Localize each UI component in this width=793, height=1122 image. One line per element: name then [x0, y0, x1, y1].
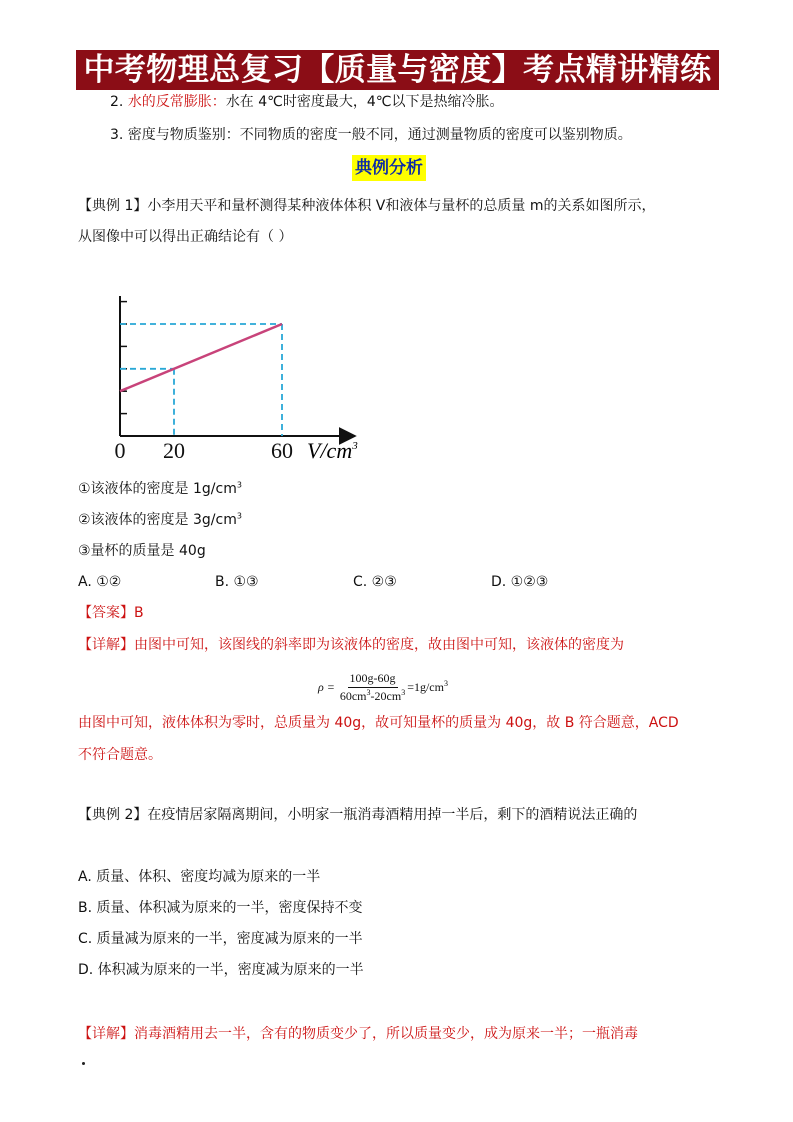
formula-denominator: $60cm^3-20cm^3$ [339, 687, 406, 703]
example2-option-a: A. 质量、体积、密度均减为原来的一半 [78, 869, 321, 885]
x-tick-label: 20 [163, 438, 185, 463]
example2-option-b: B. 质量、体积减为原来的一半，密度保持不变 [78, 900, 363, 916]
point-3: 3. 密度与物质鉴别：不同物质的密度一般不同，通过测量物质的密度可以鉴别物质。 [110, 127, 632, 143]
section-title: 典例分析 [352, 155, 426, 181]
density-formula [318, 670, 448, 704]
example2-stem: 【典例 2】在疫情居家隔离期间，小明家一瓶消毒酒精用掉一半后，剩下的酒精说法正确的 [78, 807, 638, 823]
x-axis-label: $V/cm^3$ [307, 438, 358, 463]
example2-explanation: 【详解】消毒酒精用去一半，含有的物质变少了，所以质量变少，成为原来一半；一瓶消毒 [78, 1026, 638, 1042]
example2-option-c: C. 质量减为原来的一半，密度减为原来的一半 [78, 931, 363, 947]
page-banner-title: 中考物理总复习【质量与密度】考点精讲精练 [76, 50, 719, 90]
example1-option-1: ①该液体的密度是 $1g/cm^3$ [78, 480, 242, 497]
series-line [120, 324, 282, 391]
point-2-text: 水在 4℃时密度最大，4℃以下是热缩冷胀。 [225, 94, 504, 110]
example1-conclusion-line2: 不符合题意。 [78, 747, 162, 763]
trailing-mark [82, 1062, 85, 1065]
example1-explanation: 【详解】由图中可知，该图线的斜率即为该液体的密度，故由图中可知，该液体的密度为 [78, 637, 624, 653]
example1-choice-b: B. ①③ [215, 574, 259, 590]
formula-rho: ρ = [318, 679, 335, 694]
example1-stem-line1: 【典例 1】小李用天平和量杯测得某种液体体积 V和液体与量杯的总质量 m的关系如图所示， [78, 198, 656, 214]
point-2-label: 水的反常膨胀： [127, 94, 226, 110]
example1-choice-d: D. ①②③ [491, 574, 549, 590]
example1-conclusion-line1: 由图中可知，液体体积为零时，总质量为 40g，故可知量杯的质量为 40g，故 B 符合题意，ACD [78, 715, 679, 731]
mass-volume-chart [100, 270, 390, 470]
x-tick-label: 0 [114, 438, 126, 463]
formula-numerator: 100g-60g [348, 671, 398, 688]
example1-choice-a: A. ①② [78, 574, 122, 590]
example1-stem-line2: 从图像中可以得出正确结论有（ ） [78, 229, 293, 245]
example1-choice-c: C. ②③ [353, 574, 397, 590]
formula-result: $=1g/cm^3$ [407, 678, 448, 694]
x-tick-label: 60 [271, 438, 293, 463]
point-2 [110, 93, 504, 111]
example2-option-d: D. 体积减为原来的一半，密度减为原来的一半 [78, 962, 364, 978]
example1-option-2: ②该液体的密度是 $3g/cm^3$ [78, 511, 242, 528]
formula-fraction [340, 671, 405, 704]
point-2-number: 2. [110, 94, 128, 110]
example1-option-3: ③量杯的质量是 40g [78, 543, 206, 559]
example1-answer: 【答案】B [78, 605, 144, 621]
